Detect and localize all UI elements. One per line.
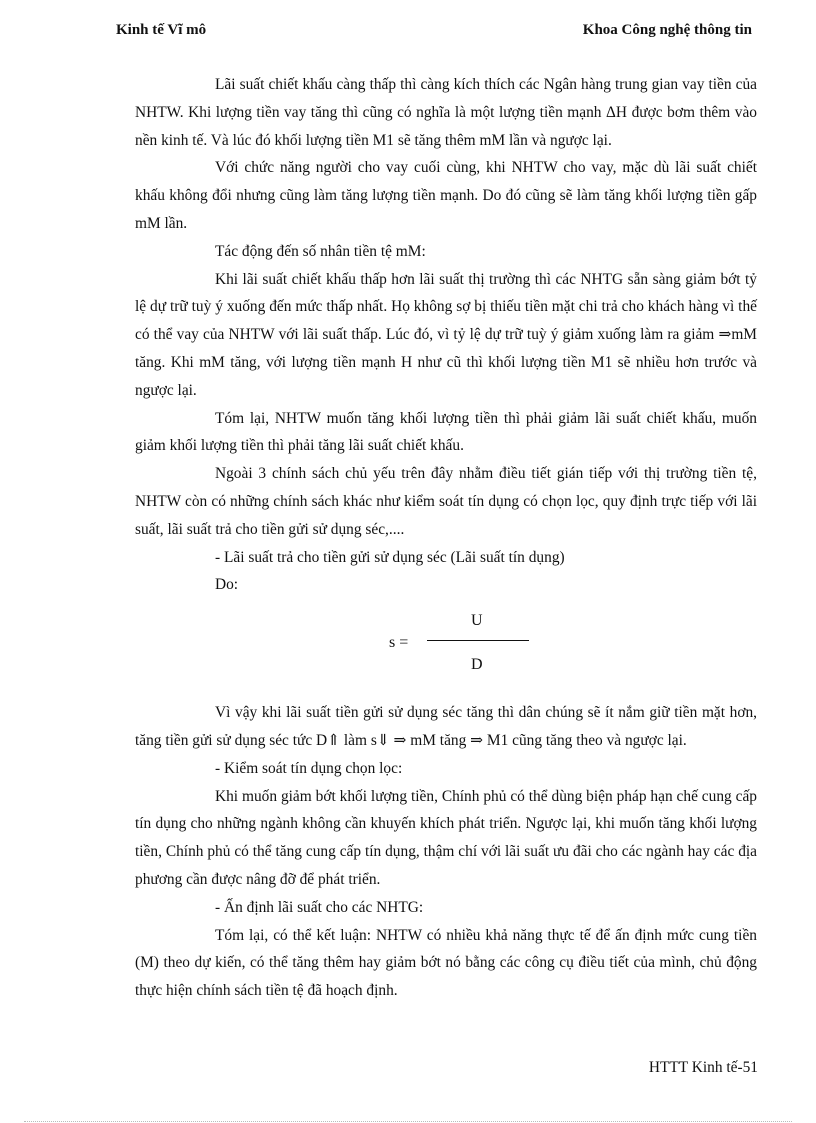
formula-lhs: s = [389,634,409,652]
paragraph: Lãi suất chiết khấu càng thấp thì càng kích thích các Ngân hàng trung gian vay tiền của NHTW. Khi lượng tiền vay tăng thì cũng có nghĩa là một lượng tiền mạnh ΔH được bơm thêm vào nền kinh tế. Và lúc đó khối lượng tiền M1 sẽ tăng thêm mM lần và ngược lại. [135,76,757,149]
formula-numerator: U [471,612,483,630]
page-footer: HTTT Kinh tế-51 [648,1059,758,1076]
page-header [116,22,752,44]
header-department: Khoa Công nghệ thông tin [582,22,752,38]
page-bottom-divider [24,1121,792,1122]
paragraph: - Kiểm soát tín dụng chọn lọc: [215,759,403,777]
formula-denominator: D [471,656,483,674]
formula-block [135,611,757,683]
paragraph: Tác động đến số nhân tiền tệ mM: [215,242,426,260]
paragraph: Tóm lại, NHTW muốn tăng khối lượng tiền thì phải giảm lãi suất chiết khấu, muốn giảm khối lượng tiền thì phải tăng lãi suất chiết khấu. [135,409,757,455]
paragraph: - Lãi suất trả cho tiền gửi sử dụng séc (Lãi suất tín dụng) [215,548,565,566]
paragraph: Tóm lại, có thể kết luận: NHTW có nhiều khả năng thực tế để ấn định mức cung tiền (M) theo dự kiến, có thể tăng thêm hay giảm bớt nó bằng các công cụ điều tiết của mình, chủ động thực hiện chính sách tiền tệ đã hoạch định. [135,926,757,1000]
paragraph: Với chức năng người cho vay cuối cùng, khi NHTW cho vay, mặc dù lãi suất chiết khấu không đổi nhưng cũng làm tăng lượng tiền mạnh. Do đó cũng sẽ làm tăng khối lượng tiền gấp mM lần. [135,159,757,232]
fraction-bar [427,640,529,641]
paragraph: Khi lãi suất chiết khấu thấp hơn lãi suất thị trường thì các NHTG sẵn sàng giảm bớt tỷ lệ dự trữ tuỳ ý xuống đến mức thấp nhất. Họ không sợ bị thiếu tiền mặt chi trả cho khách hàng vì thế có thể vay của NHTW với lãi suất thấp. Lúc đó, vì tỷ lệ dự trữ tuỳ ý giảm xuống làm ra giảm ⇒mM tăng. Khi mM tăng, với lượng tiền mạnh H như cũ thì khối lượng tiền M1 sẽ nhiều hơn trước và ngược lại. [135,270,757,399]
paragraph: - Ấn định lãi suất cho các NHTG: [215,898,424,916]
paragraph: Ngoài 3 chính sách chủ yếu trên đây nhằm điều tiết gián tiếp với thị trường tiền tệ, NHTW còn có những chính sách khác như kiểm soát tín dụng có chọn lọc, quy định trực tiếp với lãi suất, lãi suất trả cho tiền gửi sử dụng séc,.... [135,465,757,538]
page-body [135,71,757,1005]
header-course-title: Kinh tế Vĩ mô [116,22,207,38]
paragraph: Do: [215,576,239,594]
paragraph: Vì vậy khi lãi suất tiền gửi sử dụng séc tăng thì dân chúng sẽ ít nắm giữ tiền mặt hơn, tăng tiền gửi sử dụng séc tức D⇑ làm s⇓ ⇒ mM tăng ⇒ M1 cũng tăng theo và ngược lại. [135,704,757,749]
paragraph: Khi muốn giảm bớt khối lượng tiền, Chính phủ có thể dùng biện pháp hạn chế cung cấp tín dụng cho những ngành không cần khuyến khích phát triển. Ngược lại, khi muốn tăng khối lượng tiền, Chính phủ có thể tăng cung cấp tín dụng, thậm chí với lãi suất ưu đãi cho các ngành hay các địa phương cần được nâng đỡ để phát triển. [135,787,757,888]
